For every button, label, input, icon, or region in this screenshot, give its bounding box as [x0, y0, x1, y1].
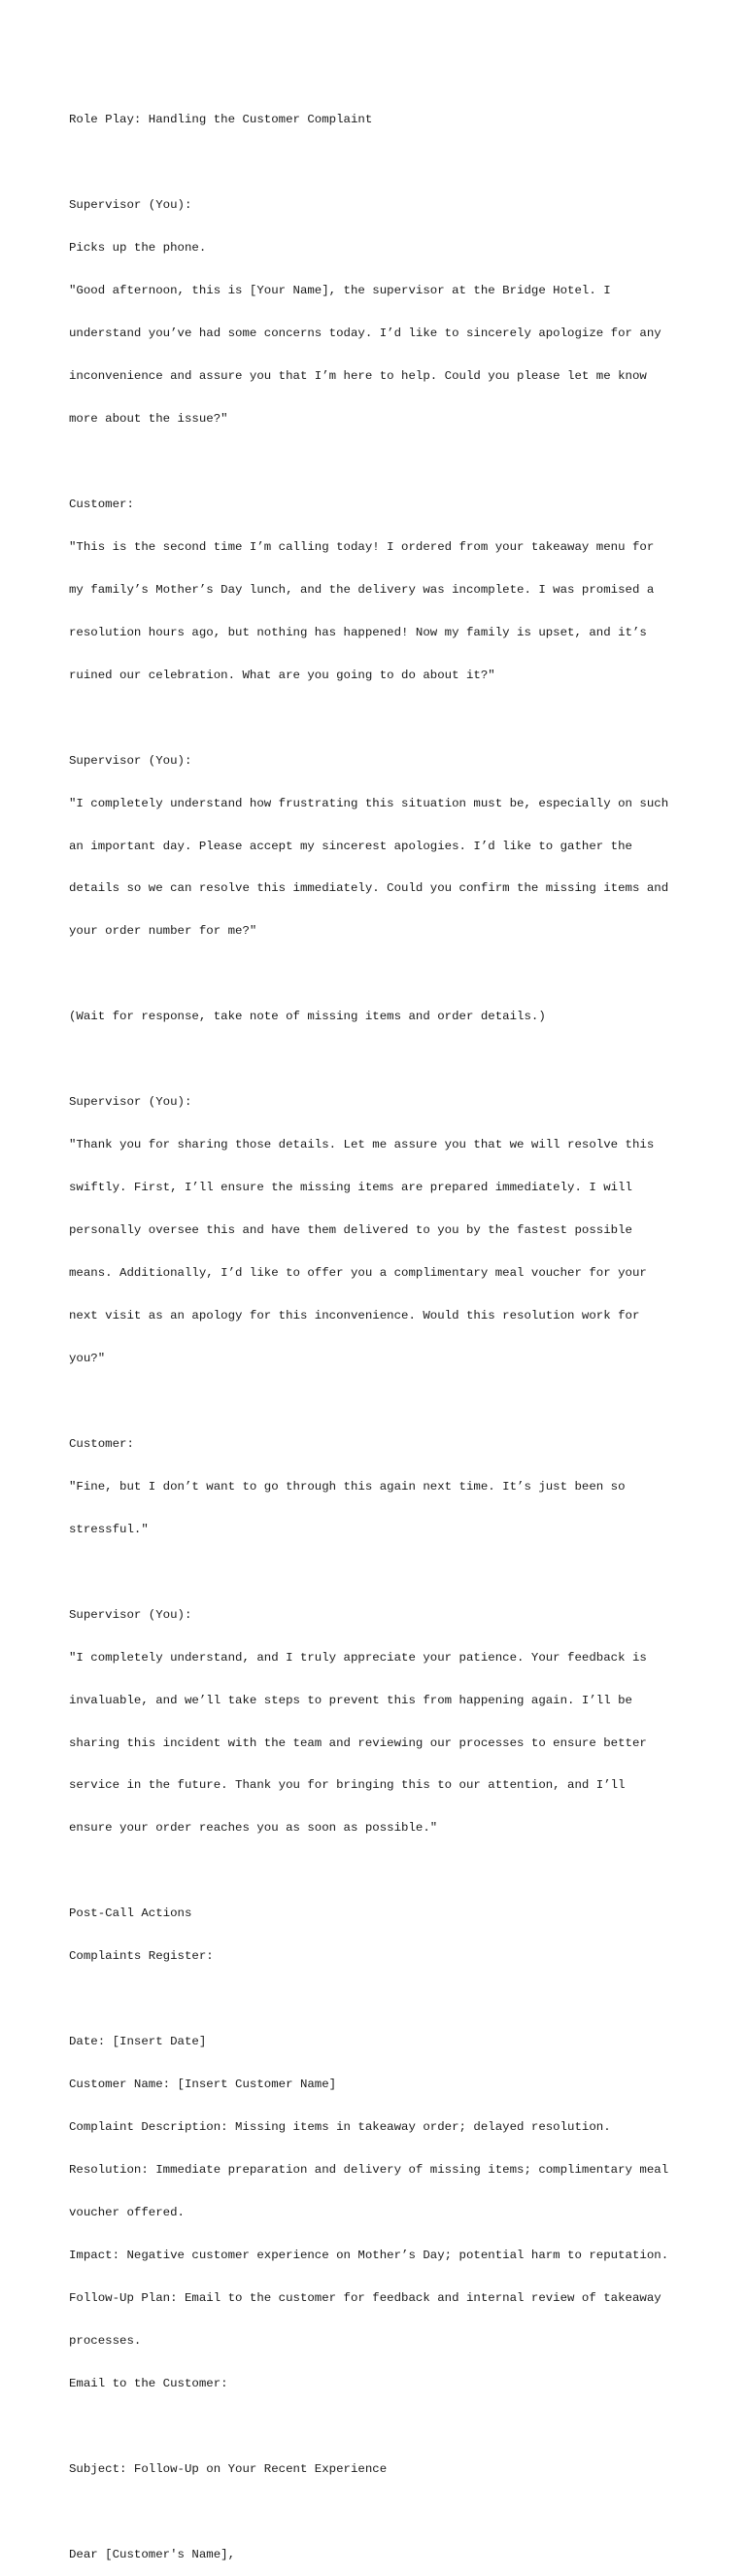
dialogue-line: service in the future. Thank you for bringing this to our attention, and I’ll	[69, 1778, 626, 1793]
dialogue-line: next visit as an apology for this inconvenience. Would this resolution work for	[69, 1309, 640, 1322]
dialogue-line: inconvenience and assure you that I’m here to help. Could you please let me know	[69, 369, 647, 384]
speaker-label: Customer:	[69, 1436, 134, 1451]
blank-line	[69, 455, 691, 469]
stage-direction: (Wait for response, take note of missing items and order details.)	[69, 1010, 546, 1024]
document-page	[69, 85, 691, 2576]
speaker-label: Supervisor (You):	[69, 1095, 192, 1110]
register-field: Impact: Negative customer experience on Mother’s Day; potential harm to reputation.	[69, 2248, 669, 2262]
blank-line	[69, 711, 691, 726]
section-heading: Email to the Customer:	[69, 2376, 228, 2390]
email-salutation: Dear [Customer's Name],	[69, 2547, 236, 2561]
register-field: processes.	[69, 2333, 142, 2348]
section-heading: Post-Call Actions	[69, 1906, 192, 1921]
blank-line	[69, 1864, 691, 1878]
blank-line	[69, 1394, 691, 1409]
email-subject: Subject: Follow-Up on Your Recent Experience	[69, 2461, 388, 2476]
blank-line	[69, 2505, 691, 2520]
blank-line	[69, 1565, 691, 1580]
blank-line	[69, 2420, 691, 2434]
section-heading: Complaints Register:	[69, 1949, 214, 1964]
speaker-label: Customer:	[69, 497, 134, 511]
speaker-label: Supervisor (You):	[69, 753, 192, 768]
register-field: Complaint Description: Missing items in takeaway order; delayed resolution.	[69, 2120, 611, 2135]
dialogue-line: an important day. Please accept my sincerest apologies. I’d like to gather the	[69, 839, 632, 853]
dialogue-line: personally oversee this and have them delivered to you by the fastest possible	[69, 1223, 632, 1238]
blank-line	[69, 967, 691, 981]
dialogue-line: resolution hours ago, but nothing has happened! Now my family is upset, and it’s	[69, 625, 647, 639]
dialogue-line: "Thank you for sharing those details. Let me assure you that we will resolve this	[69, 1138, 655, 1152]
blank-line	[69, 1052, 691, 1067]
dialogue-line: swiftly. First, I’ll ensure the missing items are prepared immediately. I will	[69, 1181, 632, 1195]
dialogue-line: ruined our celebration. What are you going to do about it?"	[69, 668, 495, 682]
register-field: voucher offered.	[69, 2206, 185, 2220]
register-field: Date: [Insert Date]	[69, 2035, 207, 2049]
dialogue-line: stressful."	[69, 1522, 149, 1536]
blank-line	[69, 155, 691, 170]
dialogue-line: more about the issue?"	[69, 411, 228, 426]
dialogue-line: your order number for me?"	[69, 924, 257, 939]
register-field: Follow-Up Plan: Email to the customer for feedback and internal review of takeaway	[69, 2290, 661, 2305]
register-field: Resolution: Immediate preparation and delivery of missing items; complimentary meal	[69, 2163, 669, 2178]
blank-line	[69, 1992, 691, 2007]
dialogue-line: "This is the second time I’m calling today! I ordered from your takeaway menu for	[69, 539, 655, 554]
speaker-label: Supervisor (You):	[69, 198, 192, 213]
speaker-label: Supervisor (You):	[69, 1607, 192, 1622]
dialogue-line: "I completely understand, and I truly appreciate your patience. Your feedback is	[69, 1650, 647, 1665]
dialogue-line: "Good afternoon, this is [Your Name], the supervisor at the Bridge Hotel. I	[69, 284, 611, 298]
dialogue-line: details so we can resolve this immediately. Could you confirm the missing items and	[69, 881, 669, 896]
dialogue-line: understand you’ve had some concerns today. I’d like to sincerely apologize for any	[69, 326, 661, 341]
register-field: Customer Name: [Insert Customer Name]	[69, 2078, 337, 2092]
dialogue-line: my family’s Mother’s Day lunch, and the delivery was incomplete. I was promised a	[69, 582, 655, 597]
dialogue-line: sharing this incident with the team and reviewing our processes to ensure better	[69, 1735, 647, 1750]
dialogue-line: means. Additionally, I’d like to offer you a complimentary meal voucher for your	[69, 1266, 647, 1281]
dialogue-line: ensure your order reaches you as soon as possible."	[69, 1821, 438, 1836]
dialogue-line: invaluable, and we’ll take steps to prevent this from happening again. I’ll be	[69, 1693, 632, 1707]
doc-title: Role Play: Handling the Customer Complaint	[69, 113, 373, 127]
stage-direction: Picks up the phone.	[69, 241, 207, 256]
dialogue-line: you?"	[69, 1351, 106, 1365]
dialogue-line: "Fine, but I don’t want to go through this again next time. It’s just been so	[69, 1479, 626, 1494]
dialogue-line: "I completely understand how frustrating this situation must be, especially on such	[69, 796, 669, 810]
